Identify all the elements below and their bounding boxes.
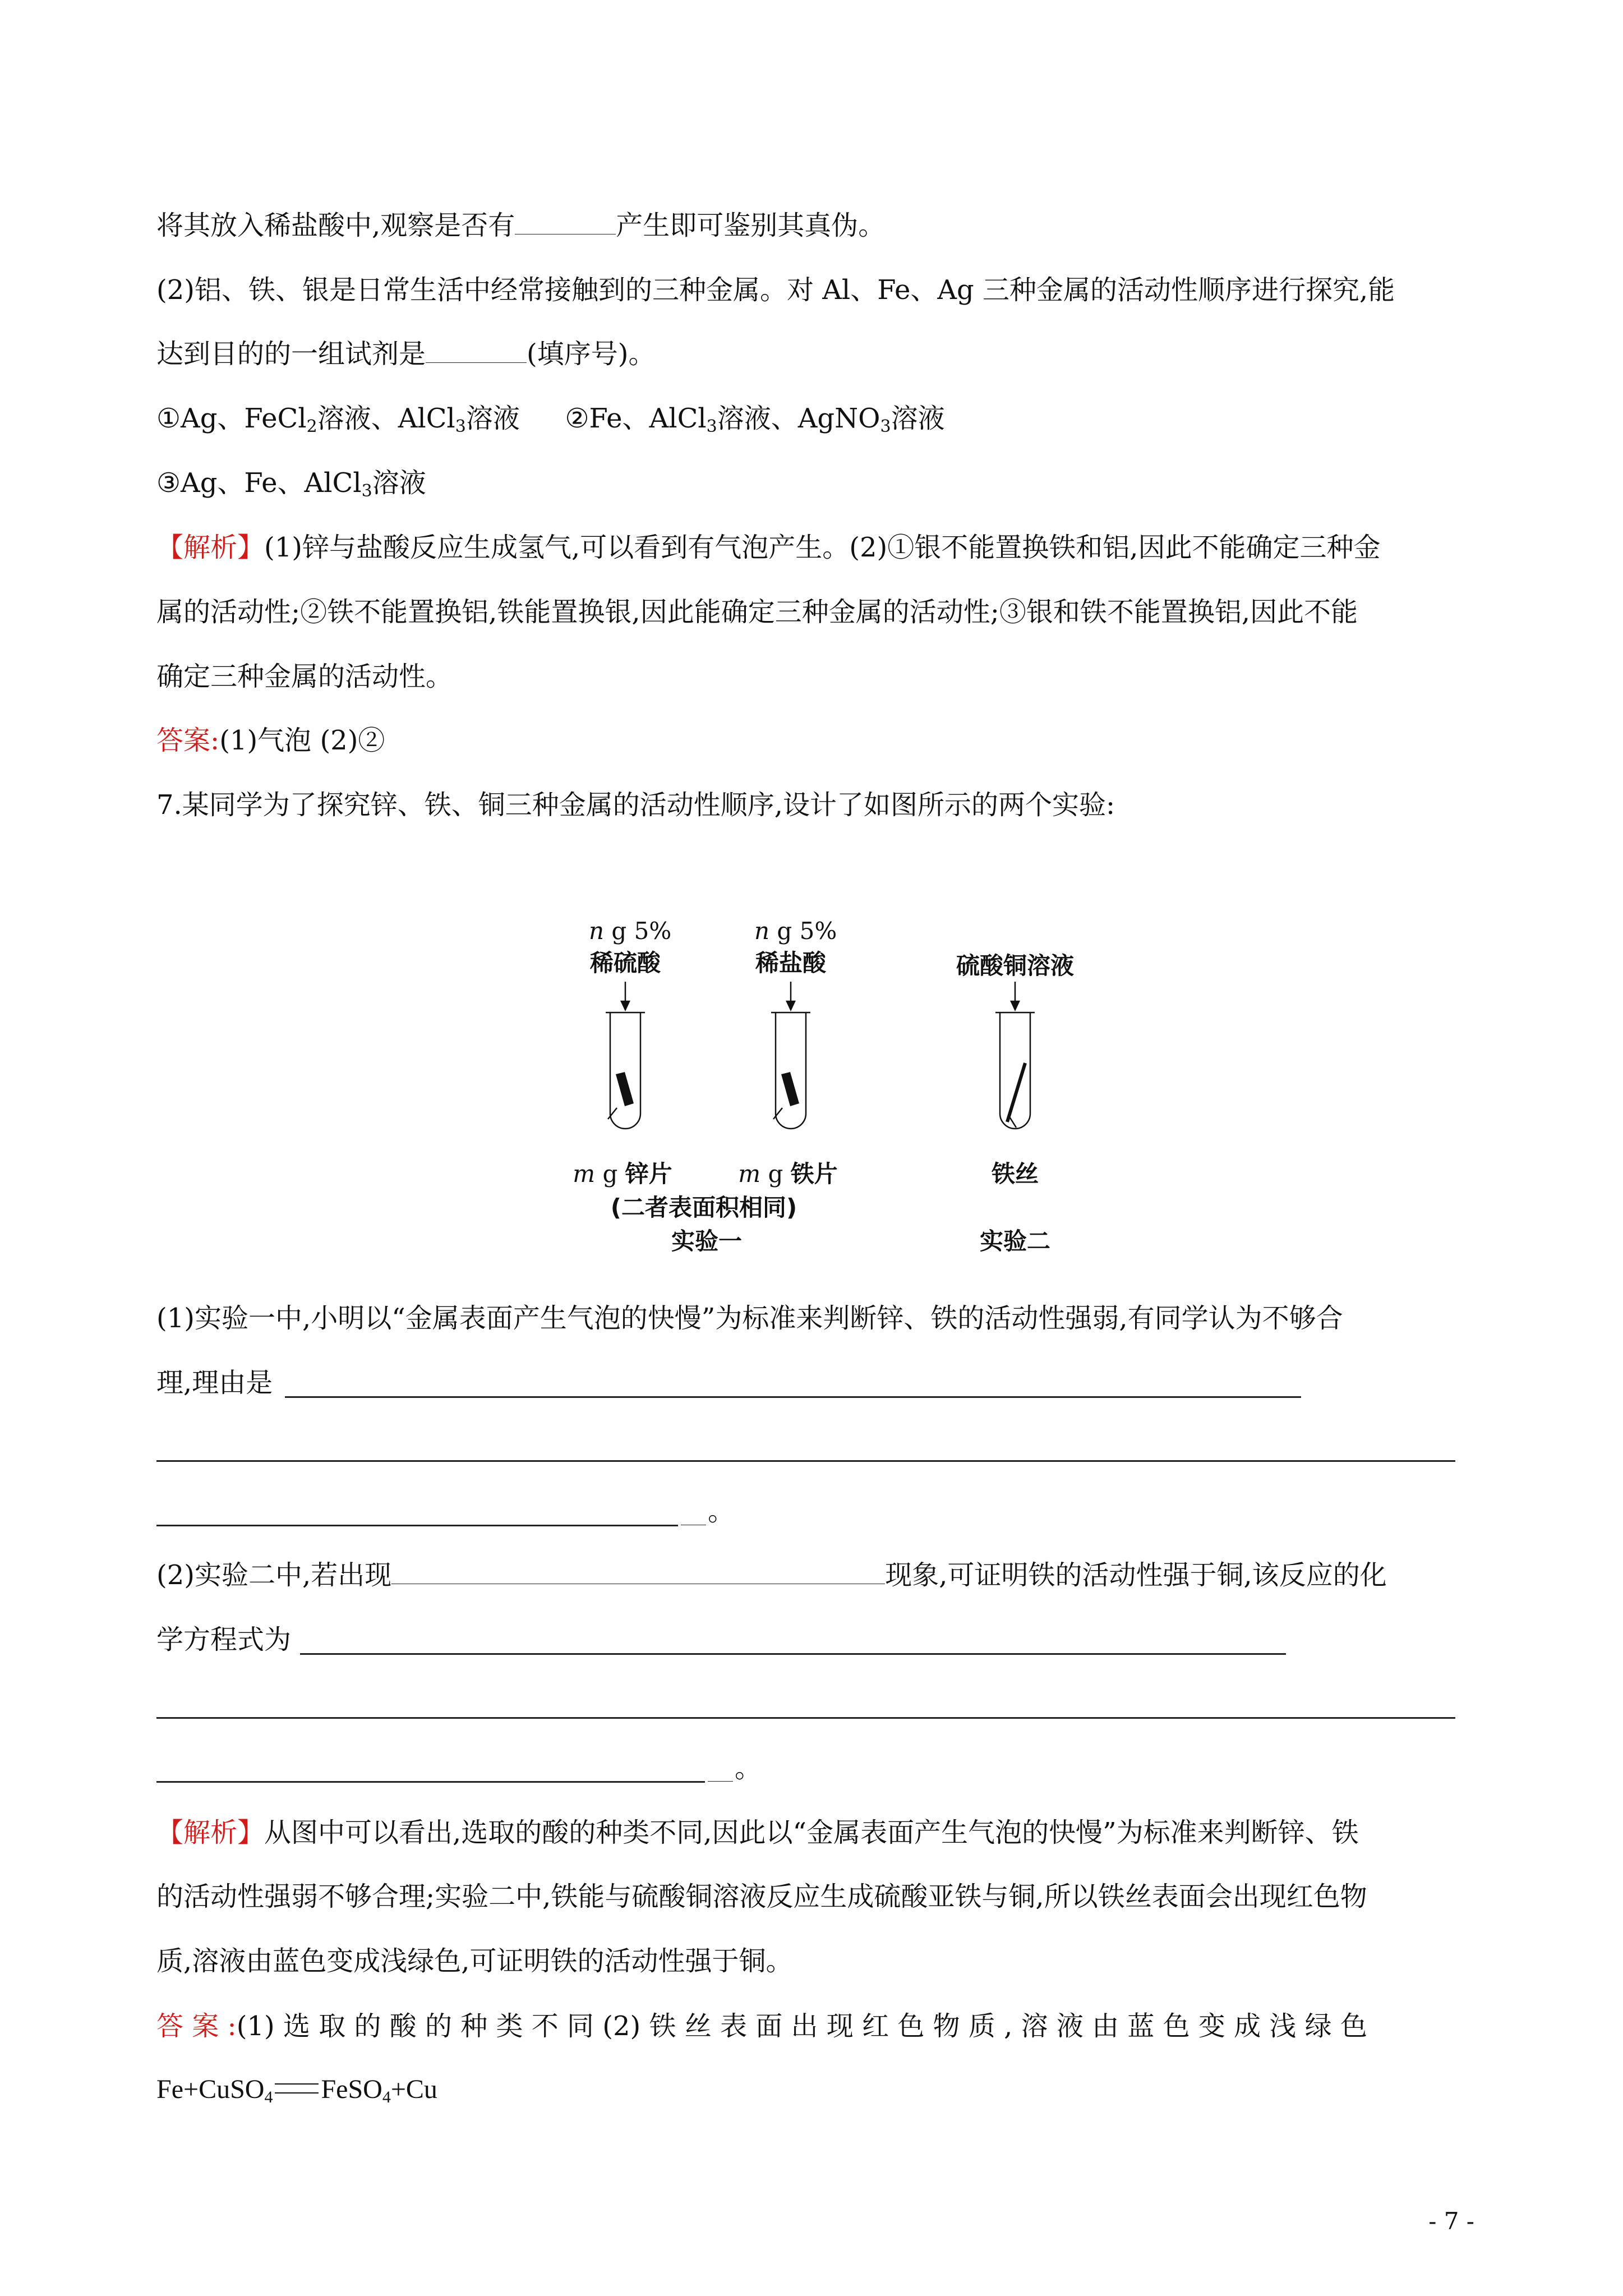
tube2-top-label: n g 5% 稀盐酸 bbox=[754, 917, 837, 977]
test-tube-3 bbox=[995, 1013, 1035, 1129]
answer-line bbox=[156, 1781, 705, 1783]
answer-line bbox=[300, 1653, 1286, 1655]
answer-blank bbox=[426, 338, 527, 363]
q6-part2-line-1: (2)铝、铁、银是日常生活中经常接触到的三种金属。对 Al、Fe、Ag 三种金属的活动性顺序进行探究,能 bbox=[156, 274, 1395, 306]
arrow-head-2 bbox=[787, 1001, 795, 1010]
test-tube-2 bbox=[771, 1013, 810, 1129]
q6-part2-line-2: 达到目的的一组试剂是 (填序号)。 bbox=[156, 338, 656, 370]
experiment-figure bbox=[550, 906, 1082, 1287]
surface-area-note: (二者表面积相同) bbox=[610, 1194, 797, 1221]
tube2-bottom-label: m g 铁片 bbox=[738, 1160, 838, 1188]
tube1-bottom-label: m g 锌片 bbox=[573, 1160, 672, 1188]
q7-analysis-line-3: 质,溶液由蓝色变成浅绿色,可证明铁的活动性强于铜。 bbox=[156, 1945, 793, 1977]
arrow-head-3 bbox=[1011, 1001, 1019, 1010]
answer-blank bbox=[391, 1559, 885, 1584]
iron-wire bbox=[1007, 1063, 1025, 1122]
double-line-yields bbox=[275, 2083, 319, 2093]
q7-part2-line-2: 学方程式为 bbox=[156, 1624, 292, 1655]
q7-part1-end: 。 bbox=[708, 1496, 735, 1527]
tube3-bottom-label: 铁丝 bbox=[991, 1160, 1039, 1188]
answer-blank bbox=[515, 209, 616, 234]
q6-analysis-line-2: 属的活动性;②铁不能置换铝,铁能置换银,因此能确定三种金属的活动性;③银和铁不能置换铝,因此不能 bbox=[156, 596, 1358, 628]
iron-strip bbox=[781, 1072, 799, 1106]
q7-part2-line-1: (2)实验二中,若出现 现象,可证明铁的活动性强于铜,该反应的化 bbox=[156, 1559, 1387, 1591]
answer-line bbox=[156, 1717, 1455, 1719]
q6-analysis-line-3: 确定三种金属的活动性。 bbox=[156, 661, 453, 692]
answer-tag: 答 案 : bbox=[156, 2010, 237, 2042]
test-tube-1 bbox=[606, 1013, 645, 1129]
answer-line bbox=[285, 1396, 1301, 1398]
arrow-head-1 bbox=[621, 1001, 629, 1010]
q7-part1-line-1: (1)实验一中,小明以“金属表面产生气泡的快慢”为标准来判断锌、铁的活动性强弱,有同学认为不够合 bbox=[156, 1303, 1343, 1334]
analysis-tag: 【解析】 bbox=[156, 1817, 265, 1848]
answer-line-tail bbox=[708, 1781, 733, 1782]
q6-option-3: ③Ag、Fe、AlCl$_3$溶液 bbox=[156, 467, 426, 501]
q6-line-1: 将其放入稀盐酸中,观察是否有 产生即可鉴别其真伪。 bbox=[156, 210, 886, 241]
q7-analysis-line-2: 的活动性强弱不够合理;实验二中,铁能与硫酸铜溶液反应生成硫酸亚铁与铜,所以铁丝表面会出现红色物 bbox=[156, 1881, 1367, 1912]
q7-part1-line-2: 理,理由是 bbox=[156, 1367, 273, 1398]
answer-line bbox=[156, 1460, 1455, 1462]
zinc-strip bbox=[616, 1072, 634, 1106]
answer-tag: 答案: bbox=[156, 725, 220, 756]
answer-line bbox=[156, 1525, 678, 1526]
tube1-top-label: n g 5% 稀硫酸 bbox=[589, 917, 672, 977]
experiment-2-label: 实验二 bbox=[979, 1227, 1050, 1255]
experiment-1-label: 实验一 bbox=[671, 1227, 742, 1255]
chemical-equation: Fe+CuSO$_4$ FeSO$_4$+Cu bbox=[156, 2074, 437, 2106]
q7-stem: 7.某同学为了探究锌、铁、铜三种金属的活动性顺序,设计了如图所示的两个实验: bbox=[156, 789, 1115, 821]
q7-analysis-line-1: 【解析】从图中可以看出,选取的酸的种类不同,因此以“金属表面产生气泡的快慢”为标准来判断锌、铁 bbox=[156, 1817, 1359, 1848]
q6-analysis-line-1: 【解析】(1)锌与盐酸反应生成氢气,可以看到有气泡产生。(2)①银不能置换铁和铝,因此不能确定三种金 bbox=[156, 532, 1381, 563]
tube3-top-label: 硫酸铜溶液 bbox=[956, 952, 1074, 979]
analysis-tag: 【解析】 bbox=[156, 532, 265, 563]
q7-part2-end: 。 bbox=[735, 1752, 762, 1784]
q6-options-1-2: ①Ag、FeCl$_2$溶液、AlCl$_3$溶液 ②Fe、AlCl$_3$溶液、AgNO$_3$溶液 bbox=[156, 403, 945, 436]
q6-answer: 答案:(1)气泡 (2)② bbox=[156, 725, 385, 756]
page-number: - 7 - bbox=[1428, 2207, 1474, 2235]
q7-answer-line-1: 答 案 :(1) 选 取 的 酸 的 种 类 不 同 (2) 铁 丝 表 面 出 现 红 色 物 质 , 溶 液 由 蓝 色 变 成 浅 绿 色 bbox=[156, 2010, 1367, 2042]
